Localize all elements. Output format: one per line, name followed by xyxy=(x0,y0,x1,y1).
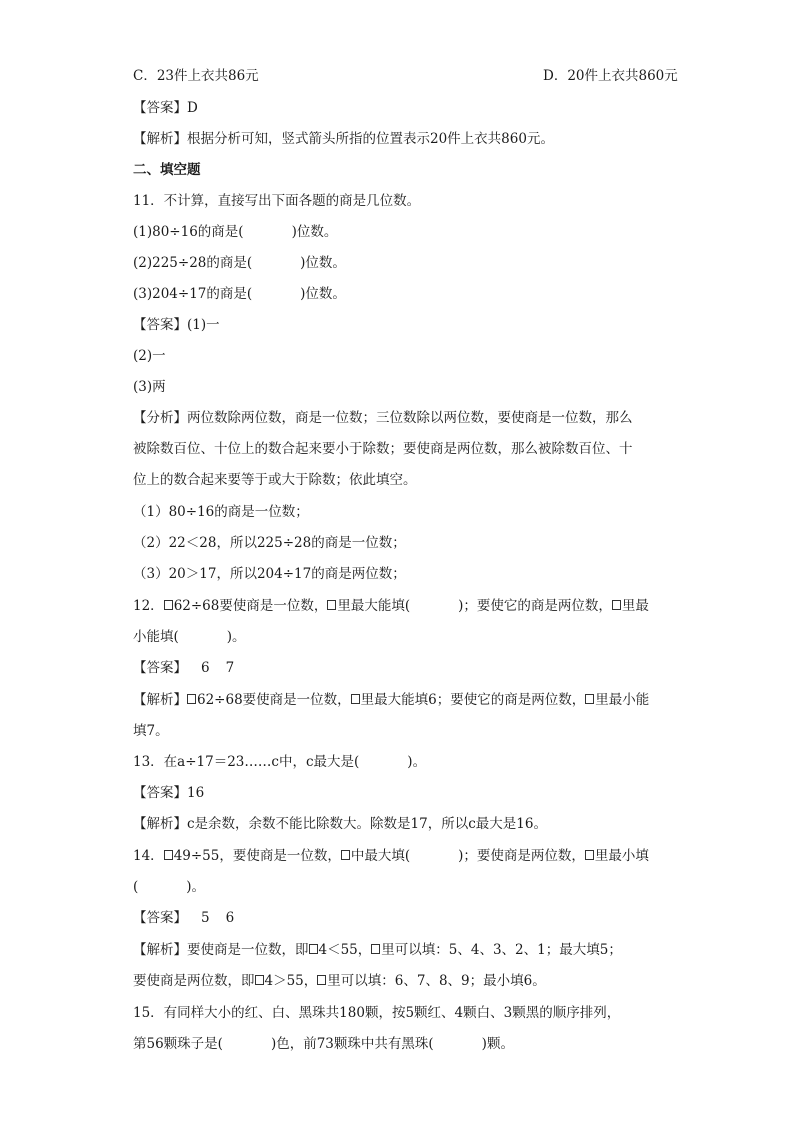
q12-answer xyxy=(133,658,234,678)
stem-text: )。 xyxy=(186,879,206,895)
q14-analysis-1 xyxy=(133,940,622,960)
analysis-text: 4＞55， xyxy=(264,973,318,989)
stem-text: )色，前73颗珠中共有黑珠( xyxy=(270,1036,434,1052)
square-box-icon xyxy=(351,694,360,704)
stem-text: 49÷55，要使商是一位数， xyxy=(173,848,341,864)
stem-text: ( xyxy=(133,879,139,895)
square-box-icon xyxy=(164,850,173,860)
stem-text: 中最大填( xyxy=(350,848,411,864)
q13-answer xyxy=(133,783,204,803)
q14-answer xyxy=(133,908,234,928)
stem-text: )。 xyxy=(407,754,427,770)
q14-stem-2 xyxy=(133,877,205,897)
analysis-text: 两位数除两位数，商是一位数；三位数除以两位数，要使商是一位数，那么 xyxy=(187,410,633,426)
analysis-text: c是余数，余数不能比除数大。除数是17，所以c最大是16。 xyxy=(187,816,547,832)
analysis-tag: 【解析】 xyxy=(133,692,187,708)
q11-answer-3: (3)两 xyxy=(133,379,166,395)
answer-value: 6 xyxy=(225,910,235,926)
analysis-text: 里最小能 xyxy=(595,692,650,708)
q12-stem-2 xyxy=(133,627,246,647)
q11-stem: 11．不计算，直接写出下面各题的商是几位数。 xyxy=(133,193,421,209)
q12-analysis-2: 填7。 xyxy=(133,723,169,739)
option-c: C．23件上衣共86元 xyxy=(133,68,259,84)
square-box-icon xyxy=(317,975,326,985)
q11-item-2 xyxy=(133,253,346,273)
square-box-icon xyxy=(585,694,594,704)
q13-stem xyxy=(133,752,426,772)
item-prefix: (3)204÷17的商是( xyxy=(133,286,253,302)
item-suffix: )位数。 xyxy=(291,224,338,240)
stem-text: 小能填( xyxy=(133,629,179,645)
q10-answer xyxy=(133,98,198,118)
stem-text: 62÷68要使商是一位数， xyxy=(173,598,328,614)
analysis-text: 根据分析可知，竖式箭头所指的位置表示20件上衣共860元。 xyxy=(187,131,554,147)
square-box-icon xyxy=(309,944,318,954)
q12-stem-1 xyxy=(133,596,649,616)
analysis-tag: 【解析】 xyxy=(133,816,187,832)
answer-value: 7 xyxy=(225,660,235,676)
q12-analysis-1 xyxy=(133,690,649,710)
answer-tag: 【答案】 xyxy=(133,100,187,116)
answer-tag: 【答案】 xyxy=(133,785,187,801)
item-suffix: )位数。 xyxy=(300,286,346,302)
item-prefix: (2)225÷28的商是( xyxy=(133,255,253,271)
q-number: 12． xyxy=(133,598,164,614)
answer-value: 16 xyxy=(187,785,205,801)
q15-stem-2 xyxy=(133,1034,514,1054)
analysis-text: 里可以填：5、4、3、2、1；最大填5； xyxy=(381,942,622,958)
item-suffix: )位数。 xyxy=(300,255,346,271)
stem-text: 里最小填 xyxy=(594,848,649,864)
stem-text: 里最 xyxy=(621,598,649,614)
q11-analysis-1 xyxy=(133,408,633,428)
q10-analysis xyxy=(133,129,554,149)
square-box-icon xyxy=(585,850,594,860)
square-box-icon xyxy=(187,694,196,704)
stem-text: 13．在a÷17＝23……c中，c最大是( xyxy=(133,754,360,770)
square-box-icon xyxy=(612,600,621,610)
square-box-icon xyxy=(371,944,380,954)
analysis-text: 4＜55， xyxy=(318,942,372,958)
stem-text: )；要使它的商是两位数， xyxy=(458,598,612,614)
analysis-text: 里可以填：6、7、8、9；最小填6。 xyxy=(327,973,546,989)
q11-step-2: （2）22＜28，所以225÷28的商是一位数； xyxy=(133,535,406,551)
answer-tag: 【答案】 xyxy=(133,910,187,926)
answer-value: 6 xyxy=(201,660,210,676)
answer-tag: 【答案】 xyxy=(133,317,187,333)
analysis-text: 62÷68要使商是一位数， xyxy=(197,692,351,708)
stem-text: 第56颗珠子是( xyxy=(133,1036,223,1052)
q11-answer-2: (2)一 xyxy=(133,348,166,364)
q11-item-1 xyxy=(133,222,337,242)
square-box-icon xyxy=(327,600,336,610)
option-d: D．20件上衣共860元 xyxy=(543,68,678,84)
q11-analysis-2: 被除数百位、十位上的数合起来要小于除数；要使商是两位数，那么被除数百位、十 xyxy=(133,441,633,457)
q11-step-3: （3）20＞17，所以204÷17的商是两位数； xyxy=(133,566,406,582)
q-number: 14． xyxy=(133,848,164,864)
stem-text: )。 xyxy=(226,629,246,645)
q15-stem-1: 15．有同样大小的红、白、黑珠共180颗，按5颗红、4颗白、3颗黑的顺序排列， xyxy=(133,1005,621,1021)
analysis-tag: 【分析】 xyxy=(133,410,187,426)
answer-value: 5 xyxy=(201,910,210,926)
q11-analysis-3: 位上的数合起来要等于或大于除数；依此填空。 xyxy=(133,472,417,488)
analysis-text: 要使商是两位数，即 xyxy=(133,973,255,989)
q11-step-1: （1）80÷16的商是一位数； xyxy=(133,504,309,520)
stem-text: )颗。 xyxy=(481,1036,514,1052)
square-box-icon xyxy=(255,975,264,985)
answer-tag: 【答案】 xyxy=(133,660,187,676)
square-box-icon xyxy=(341,850,350,860)
q11-item-3 xyxy=(133,284,346,304)
stem-text: )；要使商是两位数， xyxy=(458,848,585,864)
section-title: 二、填空题 xyxy=(133,162,201,178)
stem-text: 里最大能填( xyxy=(337,598,411,614)
q14-analysis-2 xyxy=(133,971,546,991)
analysis-tag: 【解析】 xyxy=(133,942,187,958)
analysis-tag: 【解析】 xyxy=(133,131,187,147)
answer-value: (1)一 xyxy=(187,317,220,333)
item-prefix: (1)80÷16的商是( xyxy=(133,224,244,240)
square-box-icon xyxy=(164,600,173,610)
analysis-text: 要使商是一位数，即 xyxy=(187,942,309,958)
analysis-text: 里最大能填6；要使它的商是两位数， xyxy=(360,692,586,708)
q14-stem-1 xyxy=(133,846,649,866)
option-row xyxy=(133,66,678,86)
answer-value: D xyxy=(187,100,198,116)
q11-answer-1 xyxy=(133,315,220,335)
q13-analysis xyxy=(133,814,547,834)
